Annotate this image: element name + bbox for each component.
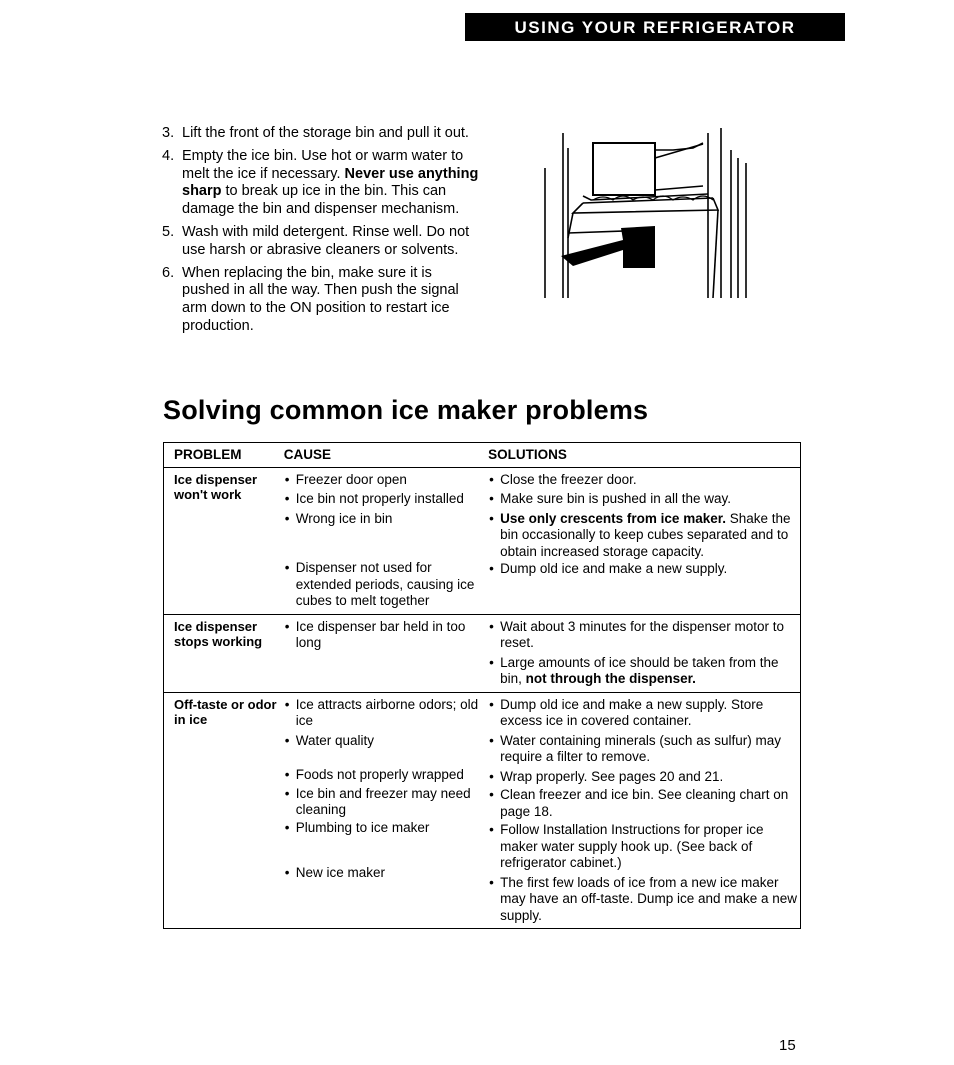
cause-item: • Ice bin and freezer may need cleaning [284, 786, 488, 819]
step-number: 5. [162, 223, 175, 240]
step-number: 3. [162, 125, 175, 141]
cause-item: • Wrong ice in bin [284, 511, 488, 528]
step-text: Lift the front of the storage bin and pull it out. [182, 125, 469, 141]
cause-item: • New ice maker [284, 865, 488, 882]
section-banner: USING YOUR REFRIGERATOR [465, 13, 845, 41]
cause-item: • Ice attracts airborne odors; old ice [284, 697, 488, 730]
cause-item: • Ice bin not properly installed [284, 491, 488, 508]
cause-item: • Plumbing to ice maker [284, 820, 488, 837]
solution-item: • Dump old ice and make a new supply. [488, 561, 800, 578]
step-warning: Never use anything sharp [182, 165, 479, 200]
solution-item: • Follow Installation Instructions for proper ice maker water supply hook up. (See back of refrigerator cabinet.) [488, 822, 800, 872]
solution-item: • Close the freezer door. [488, 472, 800, 489]
solution-item: • Water containing minerals (such as sulfur) may require a filter to remove. [488, 733, 800, 766]
step-3 [162, 125, 482, 143]
table-row [164, 692, 801, 929]
problem-cell: Ice dispenser won't work [174, 471, 258, 502]
solution-list [488, 472, 800, 578]
step-6 [162, 265, 482, 336]
solution-item: • Use only crescents from ice maker. Shake the bin occasionally to keep cubes separated and to obtain increased storage capacity. [488, 511, 800, 561]
table-row [164, 614, 801, 692]
page-number: 15 [779, 1037, 796, 1054]
step-4 [162, 148, 482, 219]
cause-list [284, 619, 488, 652]
problem-cell: Off-taste or odor in ice [174, 696, 277, 727]
problem-cell: Ice dispenser stops working [174, 618, 263, 649]
cause-list [284, 697, 488, 882]
cause-item: • Ice dispenser bar held in too long [284, 619, 488, 652]
cause-item: • Water quality [284, 733, 488, 750]
cause-item: • Foods not properly wrapped [284, 767, 488, 784]
instruction-steps [162, 125, 482, 341]
step-text: When replacing the bin, make sure it is pushed in all the way. Then push the signal arm down to the ON position to restart ice production. [182, 264, 459, 334]
step-text: Empty the ice bin. Use hot or warm water to melt the ice if necessary. [182, 147, 464, 182]
solution-item: • The first few loads of ice from a new ice maker may have an off-taste. Dump ice and make a new supply. [488, 875, 800, 925]
cause-item: • Freezer door open [284, 472, 488, 489]
step-5 [162, 224, 482, 260]
step-number: 4. [162, 147, 175, 164]
solution-item: • Large amounts of ice should be taken from the bin, not through the dispenser. [488, 655, 800, 688]
solution-item: • Wait about 3 minutes for the dispenser motor to reset. [488, 619, 800, 652]
table-header-row [164, 443, 801, 468]
troubleshooting-table [163, 442, 801, 929]
solution-item: • Make sure bin is pushed in all the way. [488, 491, 800, 508]
step-text: Wash with mild detergent. Rinse well. Do not use harsh or abrasive cleaners or solvents. [182, 223, 470, 258]
column-header-cause: CAUSE [284, 443, 488, 468]
solution-list [488, 619, 800, 688]
column-header-solutions: SOLUTIONS [488, 443, 800, 468]
solution-item: • Dump old ice and make a new supply. Store excess ice in covered container. [488, 697, 800, 730]
solution-item: • Clean freezer and ice bin. See cleaning chart on page 18. [488, 787, 800, 820]
section-title: Solving common ice maker problems [163, 395, 649, 425]
step-number: 6. [162, 264, 175, 281]
solution-item: • Wrap properly. See pages 20 and 21. [488, 769, 800, 786]
cause-item: • Dispenser not used for extended periods, causing ice cubes to melt together [284, 560, 488, 610]
cause-list [284, 472, 488, 610]
solution-list [488, 697, 800, 925]
ice-bin-removal-illustration [543, 128, 753, 303]
column-header-problem: PROBLEM [164, 443, 284, 468]
table-row [164, 467, 801, 614]
step-text: to break up ice in the bin. This can damage the bin and dispenser mechanism. [182, 183, 460, 218]
